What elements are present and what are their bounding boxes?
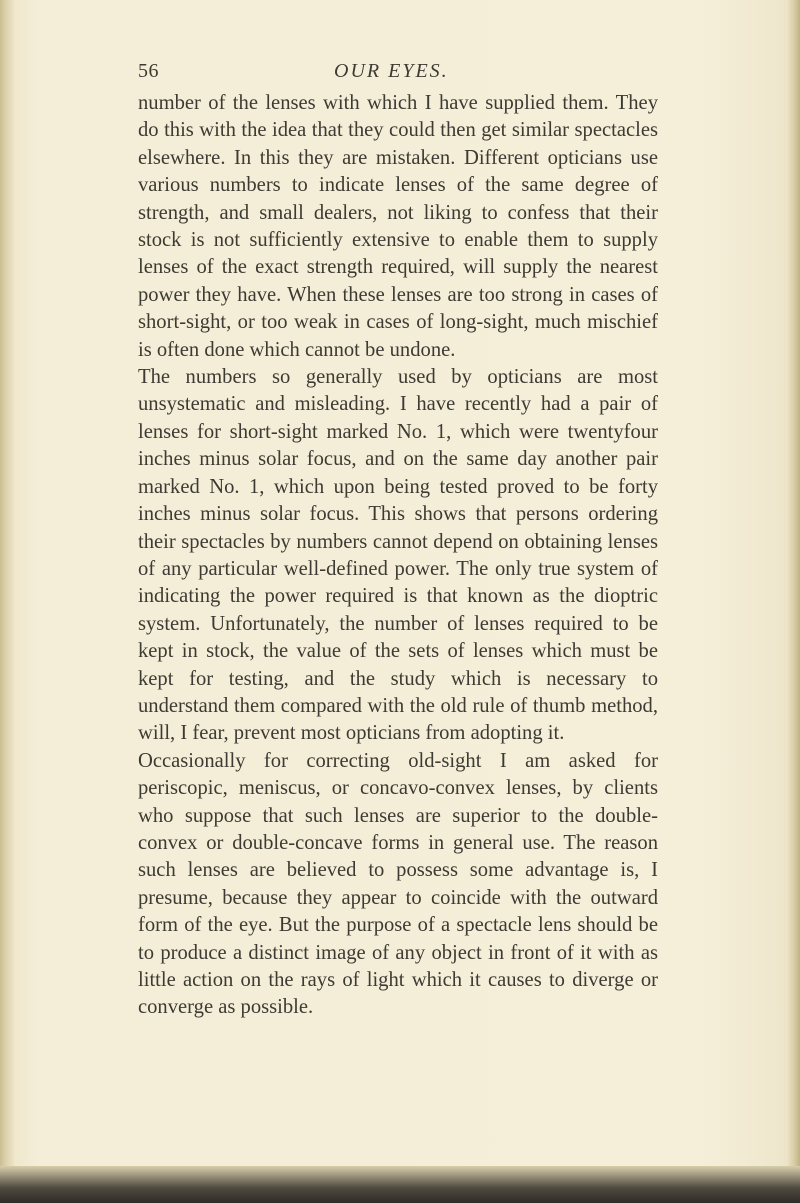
page-gutter-shadow <box>0 0 14 1203</box>
body-text <box>138 90 658 1022</box>
page-header <box>138 60 658 86</box>
page-bottom-shadow <box>0 1166 800 1203</box>
paragraph-1: number of the lenses with which I have supplied them. They do this with the idea that they could then get similar spectacles elsewhere. In this they are mistaken. Different opticians use various numbers to indicate lenses of the same degree of strength, and small dealers, not liking to confess that their stock is not sufficiently extensive to enable them to supply lenses of the exact strength required, will supply the nearest power they have. When these lenses are too strong in cases of short-sight, or too weak in cases of long-sight, much mischief is often done which cannot be undone. <box>138 92 658 361</box>
paragraph-3: Occasionally for correcting old-sight I am asked for periscopic, meniscus, or concavo-convex lenses, by clients who suppose that such lenses are superior to the double-convex or double-concave forms in general use. The reason such lenses are believed to possess some advantage is, I presume, because they appear to coincide with the outward form of the eye. But the purpose of a spectacle lens should be to produce a distinct image of any object in front of it with as little action on the rays of light which it causes to diverge or converge as possible. <box>138 749 658 1019</box>
running-head: OUR EYES. <box>334 60 449 82</box>
paragraph-2: The numbers so generally used by opticians are most unsystematic and misleading. I have recently had a pair of lenses for short-sight marked No. 1, which were twentyfour inches minus solar focus, and on the same day another pair marked No. 1, which upon being tested proved to be forty inches minus solar focus. This shows that persons ordering their spectacles by numbers cannot depend on obtaining lenses of any particular well-defined power. The only true system of indicating the power required is that known as the dioptric system. Unfortunately, the number of lenses required to be kept in stock, the value of the sets of lenses which must be kept for testing, and the study which is necessary to understand them compared with the old rule of thumb method, will, I fear, prevent most opticians from adopting it. <box>138 366 658 745</box>
page-edge-shadow <box>786 0 800 1203</box>
page-number: 56 <box>138 60 159 82</box>
